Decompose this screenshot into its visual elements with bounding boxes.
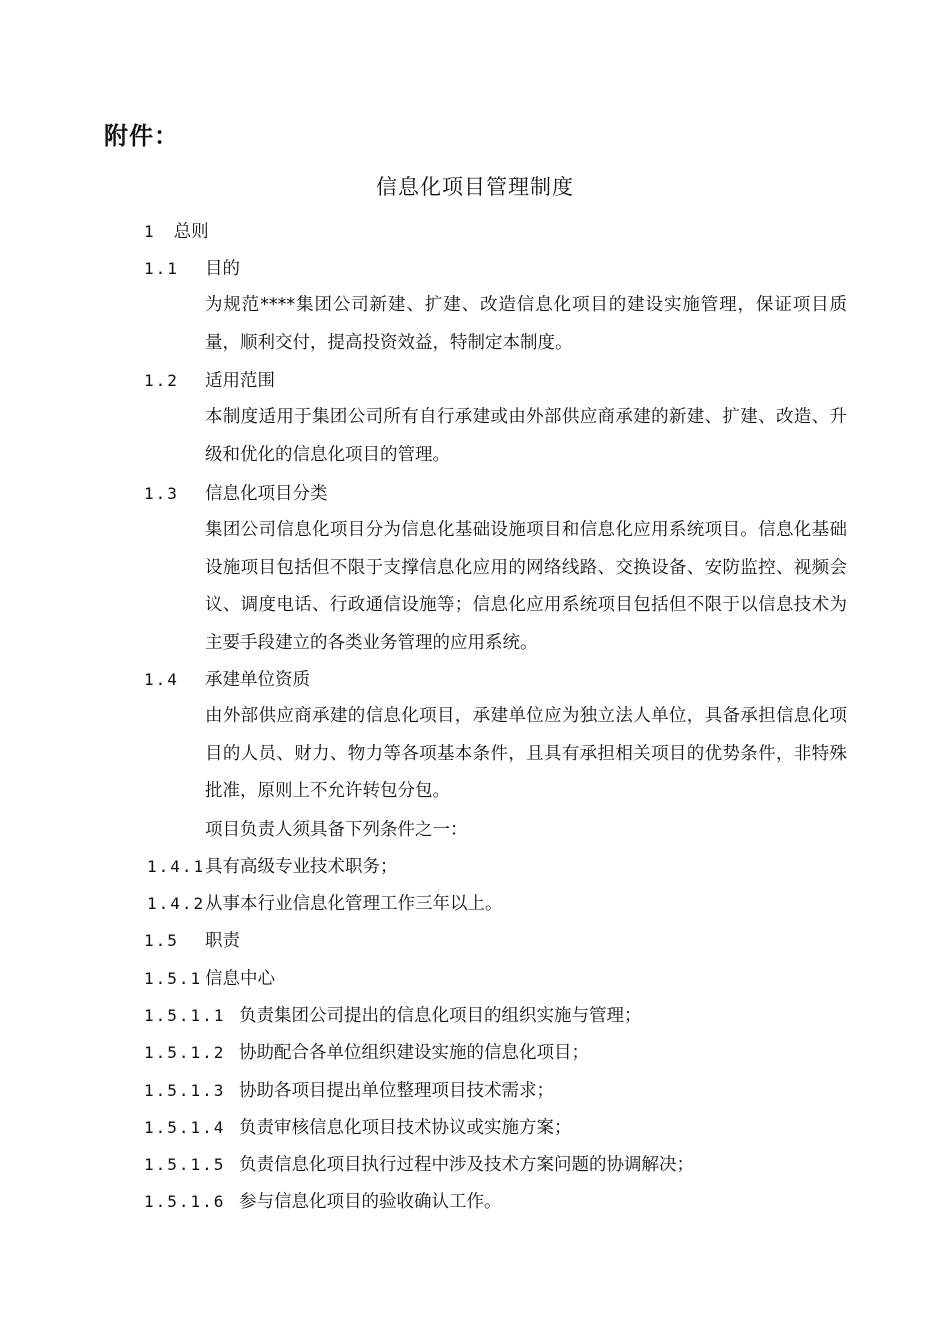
item-1-4-2: [147, 892, 503, 916]
item-1-5-1-5: [144, 1153, 694, 1177]
section-title: 总则: [173, 222, 209, 242]
section-1-4-body-2: 项目负责人须具备下列条件之一：: [205, 820, 468, 840]
item-number: 1.5.1.5: [144, 1155, 226, 1174]
section-number: 1.3: [144, 484, 179, 503]
item-text: 协助配合各单位组织建设实施的信息化项目；: [239, 1043, 589, 1063]
section-1-3-body: 集团公司信息化项目分为信息化基础设施项目和信息化应用系统项目。信息化基础设施项目包括但不限于支撑信息化应用的网络线路、交换设备、安防监控、视频会议、调度电话、行政通信设施等；信息化应用系统项目包括但不限于以信息技术为主要手段建立的各类业务管理的应用系统。: [205, 520, 847, 653]
section-1-4-body: 由外部供应商承建的信息化项目，承建单位应为独立法人单位，具备承担信息化项目的人员、财力、物力等各项基本条件，且具有承担相关项目的优势条件，非特殊批准，原则上不允许转包分包。: [205, 706, 847, 801]
section-number: 1.5.1: [144, 969, 203, 988]
item-text: 负责审核信息化项目技术协议或实施方案；: [239, 1118, 572, 1138]
item-1-5-1-3: [144, 1079, 554, 1103]
attachment-label: 附件：: [104, 122, 179, 150]
section-1-3-heading: [144, 482, 328, 506]
section-1-4-heading: [144, 668, 310, 692]
item-number: 1.5.1.4: [144, 1118, 226, 1137]
item-text: 具有高级专业技术职务；: [205, 857, 398, 877]
item-1-5-1-2: [144, 1041, 589, 1065]
item-1-5-1-6: [144, 1190, 502, 1214]
section-1-5-heading: [144, 929, 240, 953]
item-number: 1.4.1: [147, 857, 206, 876]
section-number: 1.2: [144, 371, 179, 390]
item-number: 1.5.1.1: [144, 1006, 226, 1025]
section-number: 1.5: [144, 931, 179, 950]
section-1-1-body: 为规范****集团公司新建、扩建、改造信息化项目的建设实施管理，保证项目质量，顺利交付，提高投资效益，特制定本制度。: [205, 295, 847, 353]
item-1-5-1-1: [144, 1004, 642, 1028]
item-number: 1.5.1.2: [144, 1043, 226, 1062]
section-1-heading: [144, 220, 209, 244]
section-title: 信息中心: [205, 969, 275, 989]
section-title: 信息化项目分类: [205, 484, 328, 504]
section-number: 1.1: [144, 259, 179, 278]
item-number: 1.4.2: [147, 894, 206, 913]
item-text: 协助各项目提出单位整理项目技术需求；: [239, 1081, 554, 1101]
section-1-2-heading: [144, 369, 275, 393]
section-title: 目的: [205, 259, 240, 279]
section-number: 1: [144, 222, 156, 241]
item-1-4-1: [147, 855, 398, 879]
item-text: 负责信息化项目执行过程中涉及技术方案问题的协调解决；: [239, 1155, 694, 1175]
section-1-1-heading: [144, 257, 240, 281]
item-text: 参与信息化项目的验收确认工作。: [239, 1192, 502, 1212]
section-number: 1.4: [144, 670, 179, 689]
section-title: 适用范围: [205, 371, 275, 391]
item-number: 1.5.1.6: [144, 1192, 226, 1211]
document-title: 信息化项目管理制度: [376, 175, 574, 199]
item-1-5-1-4: [144, 1116, 572, 1140]
section-title: 承建单位资质: [205, 670, 310, 690]
item-number: 1.5.1.3: [144, 1081, 226, 1100]
section-title: 职责: [205, 931, 240, 951]
item-text: 从事本行业信息化管理工作三年以上。: [205, 894, 503, 914]
item-text: 负责集团公司提出的信息化项目的组织实施与管理；: [239, 1006, 642, 1026]
section-1-5-1-heading: [144, 967, 275, 991]
section-1-2-body: 本制度适用于集团公司所有自行承建或由外部供应商承建的新建、扩建、改造、升级和优化的信息化项目的管理。: [205, 407, 847, 465]
